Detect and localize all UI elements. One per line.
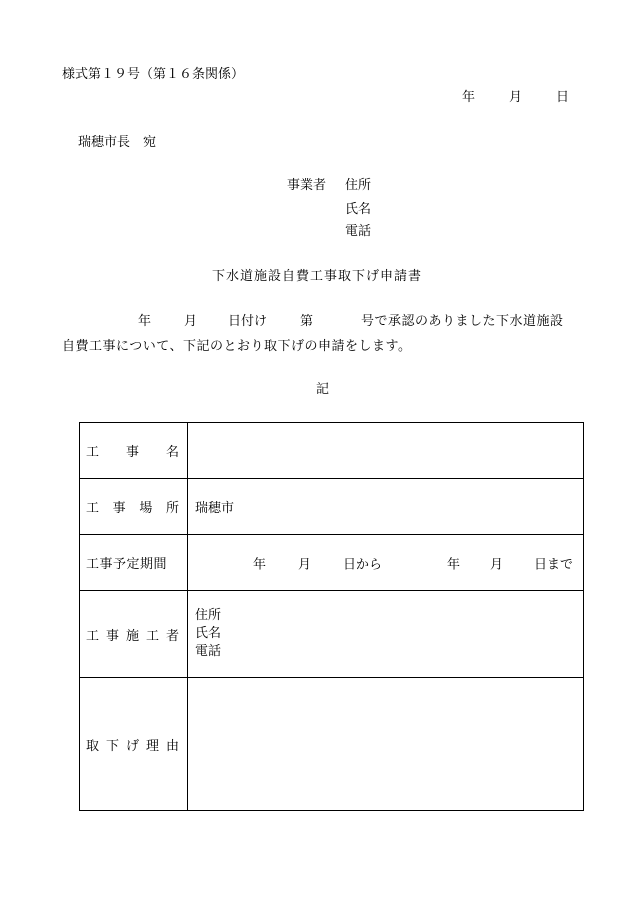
form-number: 様式第１９号（第１６条関係） (62, 67, 245, 82)
period-from: 日から (343, 557, 383, 572)
contractor-name-label: 氏名 (195, 626, 222, 641)
period-month2: 月 (490, 557, 504, 572)
application-table (79, 422, 584, 811)
work-place-value[interactable]: 瑞穂市 (188, 479, 584, 535)
applicant-address-label: 住所 (345, 178, 372, 193)
date-year: 年 (462, 90, 476, 105)
work-name-label: 工 事 名 (80, 423, 188, 479)
table-row-contractor (80, 591, 584, 678)
addressee: 瑞穂市長 宛 (78, 135, 157, 150)
ki-label: 記 (316, 382, 330, 397)
body-dai: 第 (300, 314, 314, 329)
table-row-work-place (80, 479, 584, 535)
body-month: 月 (184, 314, 198, 329)
applicant-label: 事業者 (287, 178, 327, 193)
period-value[interactable] (188, 535, 584, 591)
body-line1-tail: 号で承認のありました下水道施設 (361, 314, 564, 329)
date-day: 日 (556, 90, 570, 105)
applicant-name-label: 氏名 (345, 202, 372, 217)
period-label: 工事予定期間 (80, 535, 188, 591)
period-month1: 月 (298, 557, 312, 572)
contractor-value[interactable] (188, 591, 584, 678)
body-year: 年 (138, 314, 152, 329)
applicant-phone-label: 電話 (345, 224, 372, 239)
reason-label: 取 下 げ 理 由 (80, 678, 188, 811)
body-line2: 自費工事について、下記のとおり取下げの申請をします。 (62, 339, 412, 354)
contractor-phone-label: 電話 (195, 644, 222, 659)
date-month: 月 (509, 90, 523, 105)
period-until: 日まで (534, 557, 574, 572)
document-title: 下水道施設自費工事取下げ申請書 (212, 269, 423, 284)
contractor-address-label: 住所 (195, 608, 222, 623)
table-row-period (80, 535, 584, 591)
work-place-label: 工 事 場 所 (80, 479, 188, 535)
table-row-reason (80, 678, 584, 811)
work-name-value[interactable] (188, 423, 584, 479)
body-day-dated: 日付け (228, 314, 268, 329)
period-year2: 年 (447, 557, 461, 572)
contractor-label: 工 事 施 工 者 (80, 591, 188, 678)
table-row-work-name (80, 423, 584, 479)
reason-value[interactable] (188, 678, 584, 811)
period-year1: 年 (253, 557, 267, 572)
